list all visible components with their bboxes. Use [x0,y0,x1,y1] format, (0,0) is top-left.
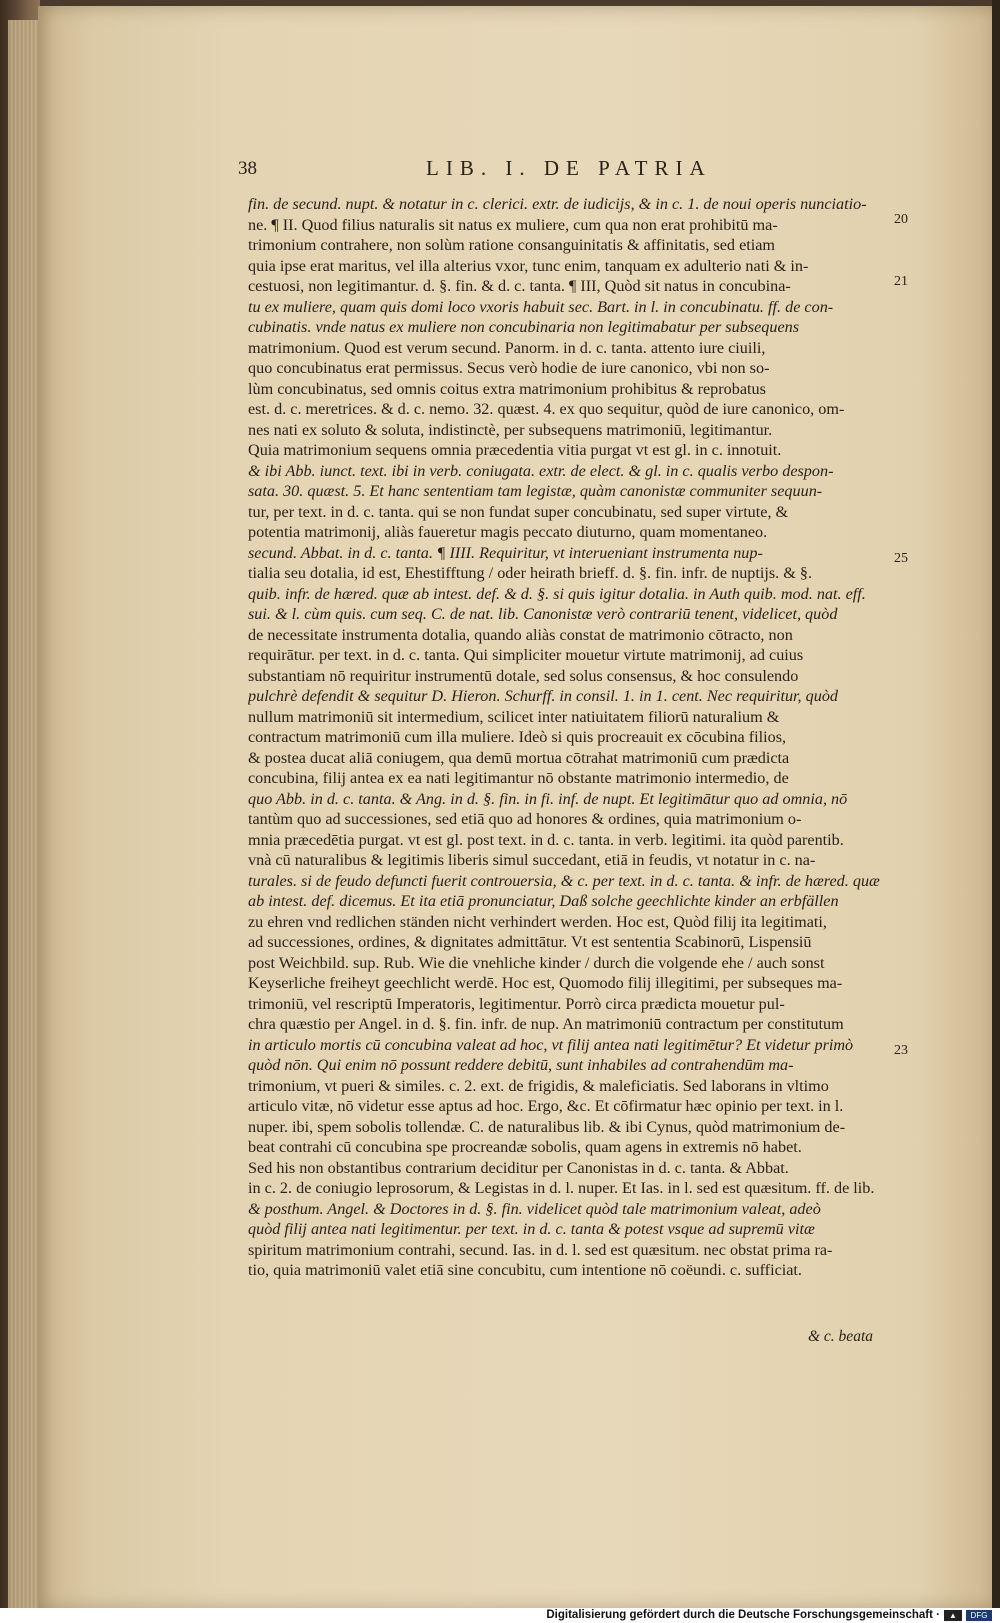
text-line: cubinatis. vnde natus ex muliere non concubinaria non legitimabatur per subsequens [248,318,800,336]
text-line: & ibi Abb. iunct. text. ibi in verb. coniugata. extr. de elect. & gl. in c. qualis verbo despon- [248,461,834,480]
page-number: 38 [238,158,257,179]
text-line: in c. 2. de coniugio leprosorum, & Legistas in d. l. nuper. Et Ias. in l. sed est quæsitum. ff. de lib. [248,1179,875,1197]
text-line: & postea ducat aliā coniugem, qua demū mortua cōtrahat matrimoniū cum prædicta [248,748,790,767]
text-line: quòd filij antea nati legitimentur. per text. in d. c. tanta & potest vsque ad supremū vitæ [248,1220,815,1238]
text-line: Keyserliche freiheyt geechlicht werdē. Hoc est, Quomodo filij illegitimi, per subseques ma- [248,974,843,992]
text-line: secund. Abbat. in d. c. tanta. ¶ IIII. Requiritur, vt interueniant instrumenta nup- [248,543,763,562]
text-line: spiritum matrimonium contrahi, secund. Ias. in d. l. sed est quæsitum. nec obstat prima ra- [248,1240,833,1259]
text-line: quo Abb. in d. c. tanta. & Ang. in d. §. fin. in fi. inf. de nupt. Et legitimātur quo ad omnia, nō [248,789,848,808]
text-line: quo concubinatus erat permissus. Secus verò hodie de iure canonico, vbi non so- [248,359,770,377]
text-line: contractum matrimoniū cum illa muliere. Ideò si quis procreauit ex cōcubina filios, [248,728,787,746]
text-line: sata. 30. quæst. 5. Et hanc sententiam tam legistæ, quàm canonistæ communiter sequun- [248,482,823,500]
text-line: chra quæstio per Angel. in d. §. fin. infr. de nup. An matrimoniū contractum per constitutum [248,1015,844,1033]
page-header [38,158,993,188]
text-line: requirātur. per text. in d. c. tanta. Qui simpliciter mouetur virtute matrimonij, ad cuius [248,646,804,664]
text-line: ne. ¶ II. Quod filius naturalis sit natus ex muliere, cum qua non erat prohibitū ma- [248,215,778,234]
text-line: tu ex muliere, quam quis domi loco vxoris habuit sec. Bart. in l. in concubinatu. ff. de con- [248,297,834,316]
book-page [38,6,993,1610]
text-line: Quia matrimonium sequens omnia præcedentia vitia purgat vt est gl. in c. innotuit. [248,441,782,459]
dfg-logo-icon: ▲ [944,1610,962,1621]
text-line: de necessitate instrumenta dotalia, quando aliàs constat de matrimonio cōtracto, non [248,625,793,644]
text-line: nuper. ibi, spem sobolis tollendæ. C. de naturalibus lib. & ibi Cynus, quòd matrimonium de- [248,1117,846,1136]
catchword: & c. beata [808,1328,873,1345]
text-line: pulchrè defendit & sequitur D. Hieron. Schurff. in consil. 1. in 1. cent. Nec requiritur, quòd [248,687,839,705]
text-line: lùm concubinatus, sed omnis coitus extra matrimonium prohibitus & reprobatus [248,379,766,398]
dfg-badge: DFG [966,1610,992,1621]
text-line: potentia matrimonij, aliàs faueretur magis peccato diuturno, quam momentaneo. [248,523,768,541]
page-edge-shadow [992,0,1000,1623]
text-line: tio, quia matrimoniū valet etiā sine concubitu, cum intentione nō coëundi. c. sufficiat. [248,1261,802,1279]
text-line: concubina, filij antea ex ea nati legitimantur nō obstante matrimonio intermedio, de [248,769,789,787]
text-line: turales. si de feudo defuncti fuerit controuersia, & c. per text. in d. c. tanta. & infr. de hæred. quæ [248,871,880,890]
text-line: vnà cū naturalibus & legitimis liberis simul succedant, etiā in feudis, vt notatur in c. na- [248,851,816,869]
text-line: tur, per text. in d. c. tanta. qui se non fundat super concubinatu, sed super virtute, & [248,502,789,521]
text-line: trimoniū, vel rescriptū Imperatoris, legitimentur. Porrò circa prædicta mouetur pul- [248,994,785,1013]
margin-number: 21 [894,274,908,289]
text-line: articulo vitæ, nō videtur esse aptus ad hoc. Ergo, &c. Et cōfirmatur hæc opinio per text. in l. [248,1097,844,1115]
text-line: quib. infr. de hæred. quæ ab intest. def. & d. §. si quis igitur dotalia. in Auth quib. mod. nat. eff. [248,584,866,603]
running-head: LIB. I. DE PATRIA [426,156,712,180]
text-line: cestuosi, non legitimantur. d. §. fin. & d. c. tanta. ¶ III, Quòd sit natus in concubina- [248,277,791,295]
margin-number: 20 [894,212,908,227]
text-line: & posthum. Angel. & Doctores in d. §. fin. videlicet quòd tale matrimonium valeat, adeò [248,1199,821,1218]
text-line: ab intest. def. dicemus. Et ita etiā pronunciatur, Daß solche geechlichte kinder an erbfällen [248,892,839,910]
margin-number: 25 [894,551,908,566]
text-line: sui. & l. cùm quis. cum seq. C. de nat. lib. Canonistæ verò contrariū tenent, videlicet, quòd [248,605,838,623]
text-line: trimonium contrahere, non solùm ratione consanguinitatis & affinitatis, sed etiam [248,236,776,254]
margin-number: 23 [894,1043,908,1058]
text-line: trimonium, vt pueri & similes. c. 2. ext. de frigidis, & maleficiatis. Sed laborans in vltimo [248,1076,829,1095]
text-line: nullum matrimoniū sit intermedium, scilicet inter natiuitatem filiorū naturalium & [248,707,780,726]
text-line: beat contrahi cū concubina spe procreandæ sobolis, quam agens in extremis nō habet. [248,1138,802,1156]
text-line: tialia seu dotalia, id est, Ehestifftung / oder heirath brieff. d. §. fin. infr. de nuptijs. & §. [248,564,813,582]
text-line: est. d. c. meretrices. & d. c. nemo. 32. quæst. 4. ex quo sequitur, quòd de iure canonico, om- [248,400,845,418]
text-line: Sed his non obstantibus contrarium deciditur per Canonistas in d. c. tanta. & Abbat. [248,1158,789,1177]
text-line: ad successiones, ordines, & dignitates admittātur. Vt est sententia Scabinorū, Lispensiū [248,933,812,951]
text-line: zu ehren vnd redlichen ständen nicht verhindert werden. Hoc est, Quòd filij ita legitimati, [248,912,827,931]
text-line: fin. de secund. nupt. & notatur in c. clerici. extr. de iudicijs, & in c. 1. de noui operis nunciatio- [248,195,867,213]
text-line: quòd nōn. Qui enim nō possunt reddere debitū, sunt inhabiles ad contrahendūm ma- [248,1056,794,1074]
text-body [248,194,938,1281]
footer-credit: Digitalisierung gefördert durch die Deutsche Forschungsgemeinschaft · [546,1609,940,1621]
page-fold-edge [8,20,38,1610]
text-line: matrimonium. Quod est verum secund. Panorm. in d. c. tanta. attento iure ciuili, [248,338,766,357]
text-line: tantùm quo ad successiones, sed etiā quo ad honores & ordines, quia matrimonium o- [248,810,802,828]
footer-bar [0,1608,1000,1623]
text-line: nes nati ex soluto & soluta, indistinctè, per subsequens matrimoniū, legitimantur. [248,420,773,439]
text-line: substantiam nō requiritur instrumentū dotale, sed solus consensus, & hoc consulendo [248,666,799,685]
text-line: mnia præcedētia purgat. vt est gl. post text. in d. c. tanta. in verb. legitimi. ita quòd parentib. [248,830,844,849]
text-line: post Weichbild. sup. Rub. Wie die vnehliche kinder / durch die volgende ehe / auch sonst [248,953,825,972]
text-line: in articulo mortis cū concubina valeat ad hoc, vt filij antea nati legitimētur? Et videtur primò [248,1035,854,1054]
text-line: quia ipse erat maritus, vel illa alterius vxor, tunc enim, tanquam ex adulterio nati & in- [248,256,809,275]
